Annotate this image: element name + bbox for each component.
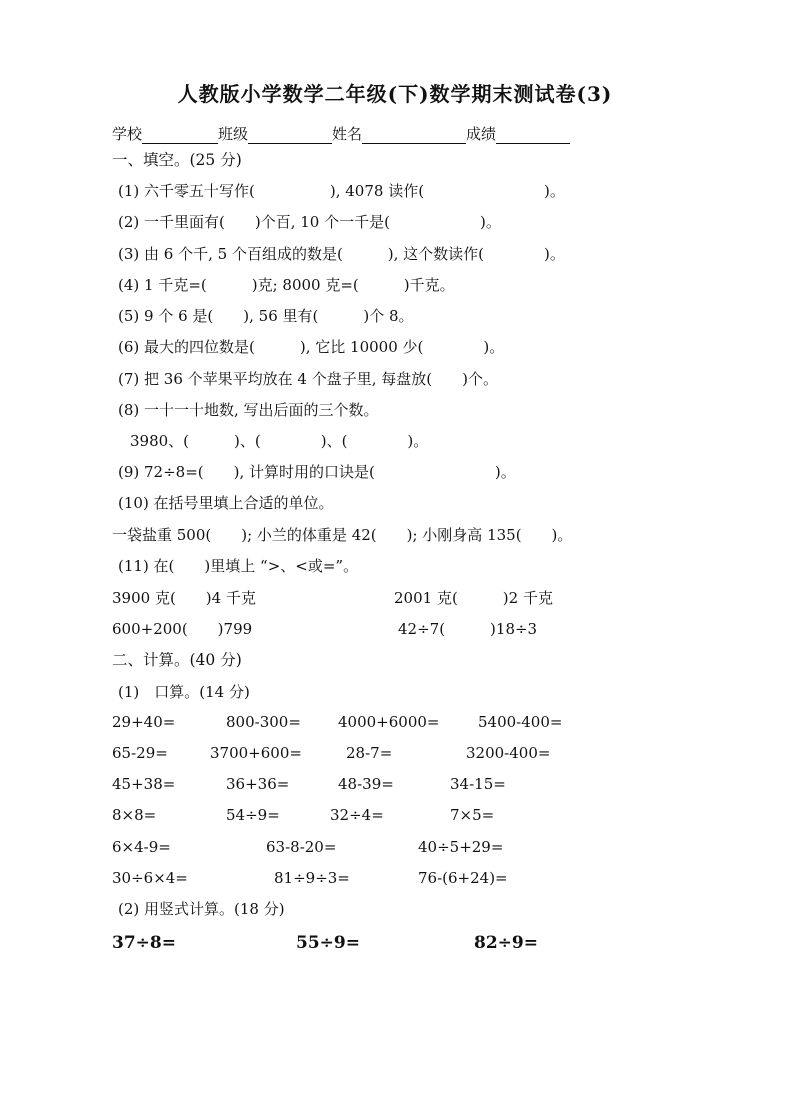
class-label: 班级	[218, 125, 249, 143]
compare-item: 600+200( )799	[112, 620, 253, 638]
oral-item: 4000+6000=	[338, 713, 440, 731]
oral-item: 5400-400=	[478, 713, 563, 731]
oral-item: 36+36=	[226, 775, 290, 793]
oral-item: 28-7=	[346, 744, 393, 762]
vertical-calc-heading: (2) 用竖式计算。(18 分)	[118, 900, 285, 918]
compare-item: 2001 克( )2 千克	[394, 589, 553, 607]
oral-item: 6×4-9=	[112, 838, 171, 856]
section2-heading: 二、计算。(40 分)	[112, 651, 242, 669]
vertical-item: 55÷9=	[296, 933, 360, 953]
page-title: 人教版小学数学二年级(下)数学期末测试卷(3)	[177, 82, 613, 106]
question-5: (5) 9 个 6 是( ), 56 里有( )个 8。	[118, 307, 414, 325]
score-label: 成绩	[466, 125, 497, 143]
oral-item: 40÷5+29=	[418, 838, 504, 856]
question-3: (3) 由 6 个千, 5 个百组成的数是( ), 这个数读作( )。	[118, 245, 565, 263]
question-4: (4) 1 千克=( )克; 8000 克=( )千克。	[118, 276, 455, 294]
compare-item: 42÷7( )18÷3	[398, 620, 538, 638]
name-field[interactable]	[362, 127, 466, 144]
section1-heading: 一、填空。(25 分)	[112, 151, 242, 169]
question-8: (8) 一十一十地数, 写出后面的三个数。	[118, 401, 379, 419]
question-2: (2) 一千里面有( )个百, 10 个一千是( )。	[118, 213, 501, 231]
oral-item: 76-(6+24)=	[418, 869, 508, 887]
oral-item: 34-15=	[450, 775, 506, 793]
question-9: (9) 72÷8=( ), 计算时用的口诀是( )。	[118, 463, 516, 481]
oral-calc-heading: (1) 口算。(14 分)	[118, 683, 250, 701]
class-field[interactable]	[248, 127, 332, 144]
oral-item: 29+40=	[112, 713, 176, 731]
vertical-item: 82÷9=	[474, 933, 538, 953]
name-label: 姓名	[332, 125, 363, 143]
oral-item: 8×8=	[112, 806, 157, 824]
oral-item: 32÷4=	[330, 806, 384, 824]
school-label: 学校	[112, 125, 143, 143]
question-10: (10) 在括号里填上合适的单位。	[118, 494, 334, 512]
question-7: (7) 把 36 个苹果平均放在 4 个盘子里, 每盘放( )个。	[118, 370, 498, 388]
question-6: (6) 最大的四位数是( ), 它比 10000 少( )。	[118, 338, 505, 356]
oral-item: 3700+600=	[210, 744, 302, 762]
school-field[interactable]	[142, 127, 218, 144]
vertical-item: 37÷8=	[112, 933, 176, 953]
oral-item: 30÷6×4=	[112, 869, 188, 887]
question-1: (1) 六千零五十写作( ), 4078 读作( )。	[118, 182, 565, 200]
question-10-answer: 一袋盐重 500( ); 小兰的体重是 42( ); 小刚身高 135( )。	[112, 526, 573, 544]
oral-item: 7×5=	[450, 806, 495, 824]
oral-item: 45+38=	[112, 775, 176, 793]
oral-item: 63-8-20=	[266, 838, 337, 856]
score-field[interactable]	[496, 127, 570, 144]
oral-item: 3200-400=	[466, 744, 551, 762]
question-11: (11) 在( )里填上 “>、<或=”。	[118, 557, 359, 575]
question-8-answer: 3980、( )、( )、( )。	[130, 432, 429, 450]
oral-item: 800-300=	[226, 713, 301, 731]
compare-item: 3900 克( )4 千克	[112, 589, 256, 607]
oral-item: 81÷9÷3=	[274, 869, 350, 887]
oral-item: 54÷9=	[226, 806, 280, 824]
oral-item: 65-29=	[112, 744, 168, 762]
oral-item: 48-39=	[338, 775, 394, 793]
student-info-line	[112, 124, 570, 144]
